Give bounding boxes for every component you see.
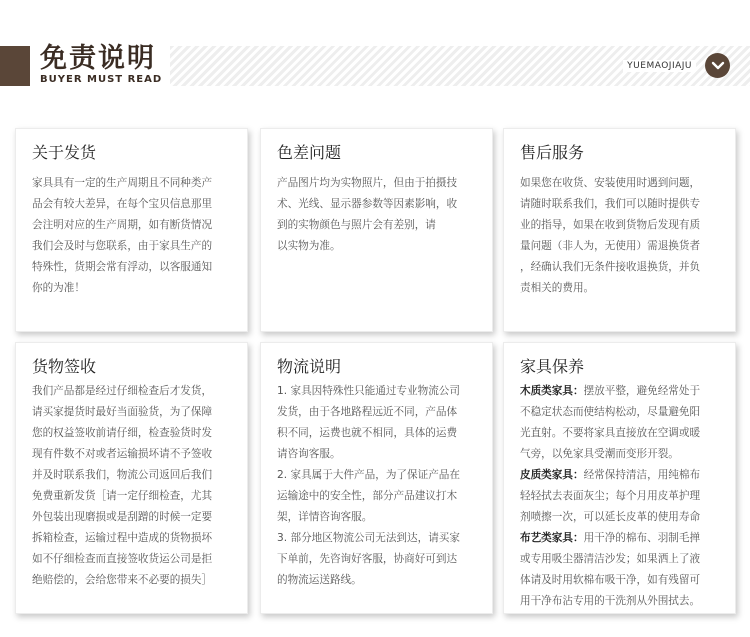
- card-body-line: 2. 家具属于大件产品，为了保证产品在: [277, 469, 460, 481]
- card-body-line: 量问题（非人为，无使用）需退换货者: [520, 240, 701, 252]
- card-after-sales: [503, 128, 736, 332]
- care-category-label: 皮质类家具：: [520, 469, 584, 481]
- care-text: 或专用吸尘器清洁沙发；如果洒上了液: [520, 553, 701, 565]
- card-body-line: 我们会及时与您联系，由于家具生产的: [32, 240, 213, 252]
- care-text: 轻轻拭去表面灰尘；每个月用皮革护理: [520, 490, 701, 502]
- care-text: 体请及时用软棉布吸干净，如有残留可: [520, 574, 701, 586]
- card-title: 物流说明: [277, 357, 342, 376]
- card-body-line: 家具具有一定的生产周期且不同种类产: [32, 177, 213, 189]
- card-body-line: 品会有较大差异，在每个宝贝信息那里: [32, 198, 213, 210]
- card-furniture-care: [503, 342, 736, 614]
- card-body-line: [520, 402, 727, 423]
- card-body-line: 责相关的费用。: [520, 282, 595, 294]
- card-body-line: 架，详情咨询客服。: [277, 511, 373, 523]
- card-title: 家具保养: [520, 357, 585, 376]
- card-body-line: 如果您在收货、安装使用时遇到问题，: [520, 177, 701, 189]
- card-title: 货物签收: [32, 357, 97, 376]
- card-body-line: [520, 507, 727, 528]
- page-title: 免责说明: [40, 43, 162, 75]
- card-body-line: 外包装出现磨损或是刮蹭的时候一定要: [32, 511, 213, 523]
- card-body-line: 请买家提货时最好当面验货，为了保障: [32, 406, 213, 418]
- card-body-line: 术、光线、显示器参数等因素影响，收: [277, 198, 458, 210]
- card-color-difference: [260, 128, 493, 332]
- card-body-line: 现有件数不对或者运输损坏请不予签收: [32, 448, 213, 460]
- card-body: [520, 173, 727, 299]
- care-text: 经常保持清洁，用纯棉布: [583, 469, 701, 481]
- card-body: [277, 173, 484, 257]
- care-text: 用干净布沾专用的干洗剂从外围拭去。: [520, 595, 701, 607]
- care-text: 用干净的棉布、羽制毛掸: [583, 532, 701, 544]
- card-body-line: 请随时联系我们，我们可以随时提供专: [520, 198, 701, 210]
- care-category-label: 布艺类家具：: [520, 532, 584, 544]
- card-body-line: 发货，由于各地路程远近不同，产品体: [277, 406, 458, 418]
- card-body-line: [520, 486, 727, 507]
- card-body-line: 会注明对应的生产周期，如有断货情况: [32, 219, 213, 231]
- card-title: 关于发货: [32, 143, 97, 162]
- card-body: [32, 381, 239, 591]
- card-body-line: 特殊性，货期会常有浮动，以客服通知: [32, 261, 213, 273]
- chevron-down-icon[interactable]: [705, 53, 730, 78]
- card-goods-receipt: [15, 342, 248, 614]
- card-body-line: 请咨询客服。: [277, 448, 341, 460]
- header-banner: [0, 40, 750, 92]
- care-text: 剂喷擦一次，可以延长皮革的使用寿命: [520, 511, 701, 523]
- card-body-line: 下单前，先咨询好客服，协商好可到达: [277, 553, 458, 565]
- card-body-line: 产品图片均为实物照片，但由于拍摄技: [277, 177, 458, 189]
- page-subtitle: BUYER MUST READ: [40, 74, 168, 86]
- card-body-line: 业的指导，如果在收到货物后发现有质: [520, 219, 701, 231]
- care-text: 摆放平整，避免经常处于: [583, 385, 701, 397]
- card-body-line: [520, 423, 727, 444]
- card-body-line: 如不仔细检查而直接签收货运公司是拒: [32, 553, 213, 565]
- card-body-line: [520, 381, 727, 402]
- card-body: [520, 381, 727, 612]
- care-text: 气旁，以免家具受潮而变形开裂。: [520, 448, 679, 460]
- card-body-line: [520, 570, 727, 591]
- card-logistics: [260, 342, 493, 614]
- card-body: [32, 173, 239, 299]
- card-body-line: 的物流运送路线。: [277, 574, 362, 586]
- header-square-mark: [0, 46, 30, 86]
- brand-label: YUEMAOJIAJU: [623, 60, 696, 72]
- card-body-line: 以实物为准。: [277, 240, 341, 252]
- care-text: 光直射。不要将家具直接放在空调或暖: [520, 427, 701, 439]
- card-shipping: [15, 128, 248, 332]
- card-body: [277, 381, 484, 591]
- card-title: 色差问题: [277, 143, 342, 162]
- card-body-line: [520, 444, 727, 465]
- card-body-line: 绝赔偿的，会给您带来不必要的损失］: [32, 574, 213, 586]
- card-body-line: 1. 家具因特殊性只能通过专业物流公司: [277, 385, 460, 397]
- care-category-label: 木质类家具：: [520, 385, 584, 397]
- card-body-line: 你的为准！: [32, 282, 85, 294]
- card-body-line: 3. 部分地区物流公司无法到达，请买家: [277, 532, 460, 544]
- card-body-line: [520, 549, 727, 570]
- card-body-line: 我们产品都是经过仔细检查后才发货，: [32, 385, 213, 397]
- card-body-line: [520, 465, 727, 486]
- card-body-line: 并及时联系我们，物流公司返回后我们: [32, 469, 213, 481]
- card-body-line: 积不同，运费也就不相同，具体的运费: [277, 427, 458, 439]
- card-body-line: 免费重新发货［请一定仔细检查，尤其: [32, 490, 213, 502]
- care-text: 不稳定状态而使结构松动，尽量避免阳: [520, 406, 701, 418]
- card-body-line: 到的实物颜色与照片会有差别，请: [277, 219, 436, 231]
- card-body-line: 您的权益签收前请仔细，检查验货时发: [32, 427, 213, 439]
- card-body-line: [520, 528, 727, 549]
- card-title: 售后服务: [520, 143, 585, 162]
- card-body-line: 运输途中的安全性，部分产品建议打木: [277, 490, 458, 502]
- card-body-line: ，经确认我们无条件接收退换货，并负: [520, 261, 701, 273]
- card-body-line: [520, 591, 727, 612]
- card-body-line: 拆箱检查，运输过程中造成的货物损坏: [32, 532, 213, 544]
